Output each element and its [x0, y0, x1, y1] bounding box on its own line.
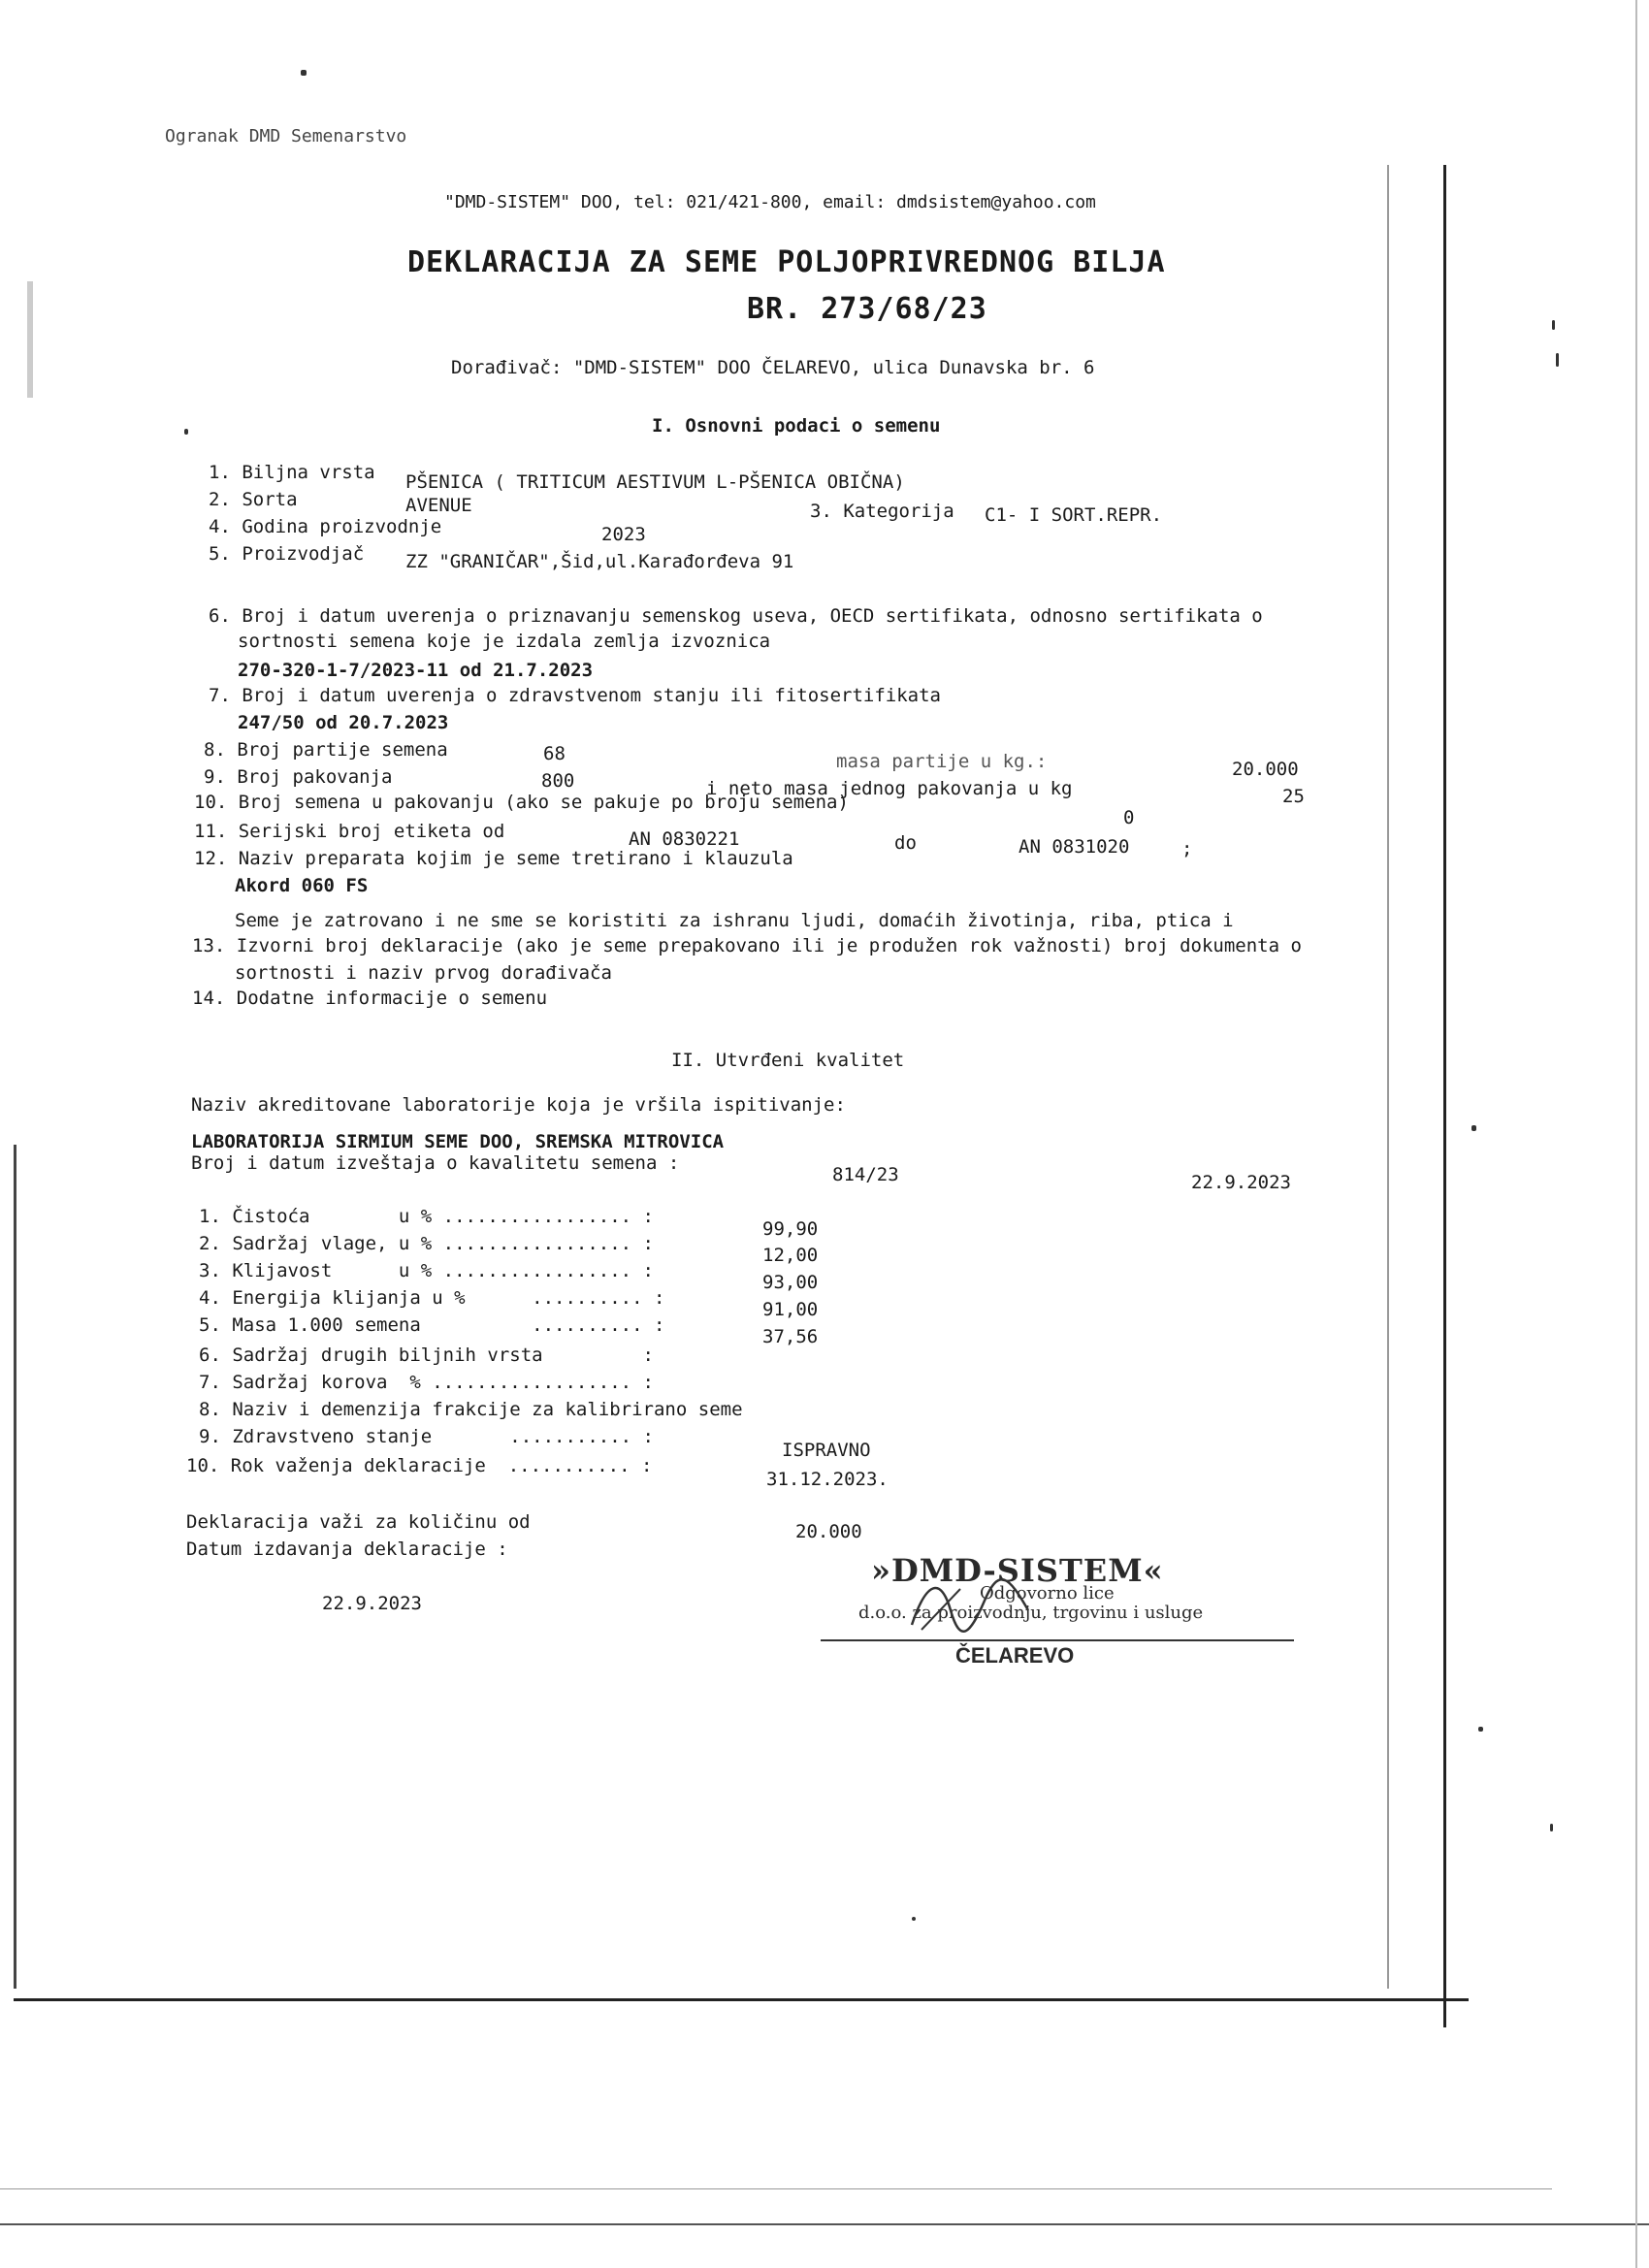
- item10-label: 10. Broj semena u pakovanju (ako se pakuje po broju semena): [194, 792, 849, 813]
- quality-row-3-label: 3. Klijavost u % ................. :: [199, 1260, 654, 1281]
- item12-label: 12. Naziv preparata kojim je seme tretirano i klauzula: [194, 848, 793, 869]
- item8-value: 68: [543, 743, 566, 764]
- scan-right-border: [1443, 165, 1446, 2027]
- speck: [1552, 320, 1555, 330]
- item13-line1: 13. Izvorni broj deklaracije (ako je seme prepakovano ili je produžen rok važnosti) broj dokumenta o: [192, 935, 1302, 956]
- item11-label: 11. Serijski broj etiketa od: [194, 821, 505, 842]
- item9-value: 800: [541, 770, 575, 792]
- item1-label: 1. Biljna vrsta: [209, 462, 375, 483]
- item6-label-line2: sortnosti semena koje je izdala zemlja izvoznica: [238, 631, 771, 652]
- speck: [184, 429, 188, 435]
- scan-left-border: [14, 1145, 16, 1989]
- item9-label: 9. Broj pakovanja: [204, 766, 393, 788]
- valid-label: Deklaracija važi za količinu od: [186, 1511, 531, 1533]
- item12-warning: Seme je zatrovano i ne sme se koristiti za ishranu ljudi, domaćih životinja, riba, ptica i: [235, 910, 1234, 931]
- stamp-company-type: d.o.o. za proizvodnju, trgovinu i usluge: [858, 1603, 1204, 1623]
- quality-row-5-label: 5. Masa 1.000 semena .......... :: [199, 1314, 665, 1336]
- quality-row-6-label: 6. Sadržaj drugih biljnih vrsta :: [199, 1345, 654, 1366]
- stamp-company-name: »DMD-SISTEM«: [871, 1552, 1164, 1589]
- item9-net-label: i neto masa jednog pakovanja u kg: [706, 778, 1073, 799]
- item7-value: 247/50 od 20.7.2023: [238, 712, 449, 733]
- item3-label: 3. Kategorija: [810, 501, 954, 522]
- item11-from: AN 0830221: [629, 828, 740, 850]
- item2-value: AVENUE: [405, 495, 472, 516]
- quality-row-5-value: 37,56: [762, 1326, 819, 1347]
- quality-row-2-label: 2. Sadržaj vlage, u % ................. :: [199, 1233, 654, 1254]
- scan-right-edge: [1635, 0, 1637, 2268]
- item7-label: 7. Broj i datum uverenja o zdravstvenom stanju ili fitosertifikata: [209, 685, 941, 706]
- item5-label: 5. Proizvodjač: [209, 543, 365, 565]
- quality-row-10-value: 31.12.2023.: [766, 1469, 889, 1490]
- item3-value: C1- I SORT.REPR.: [985, 504, 1163, 526]
- item13-line2: sortnosti i naziv prvog dorađivača: [235, 962, 612, 984]
- item14: 14. Dodatne informacije o semenu: [192, 988, 548, 1009]
- quality-row-7-label: 7. Sadržaj korova % .................. :: [199, 1372, 654, 1393]
- issue-date: 22.9.2023: [322, 1593, 422, 1614]
- signature-line: [821, 1639, 1294, 1641]
- report-date: 22.9.2023: [1191, 1172, 1291, 1193]
- signature-scribble: [902, 1571, 1038, 1639]
- item2-label: 2. Sorta: [209, 489, 298, 510]
- quality-row-1-value: 99,90: [762, 1218, 819, 1240]
- item8-label: 8. Broj partije semena: [204, 739, 448, 761]
- quality-row-8-label: 8. Naziv i demenzija frakcije za kalibrirano seme: [199, 1399, 743, 1420]
- quality-row-1-label: 1. Čistoća u % ................. :: [199, 1206, 654, 1227]
- declaration-number: BR. 273/68/23: [747, 292, 987, 326]
- scan-bottom-border: [14, 1998, 1469, 2001]
- quality-row-3-value: 93,00: [762, 1272, 819, 1293]
- item6-value: 270-320-1-7/2023-11 od 21.7.2023: [238, 660, 594, 681]
- quality-row-9-label: 9. Zdravstveno stanje ........... :: [199, 1426, 654, 1447]
- item4-value: 2023: [601, 524, 646, 545]
- item8-mass-value: 20.000: [1232, 759, 1299, 780]
- item6-label-line1: 6. Broj i datum uverenja o priznavanju semenskog useva, OECD sertifikata, odnosno sertifikata o: [209, 605, 1263, 627]
- document-title: DEKLARACIJA ZA SEME POLJOPRIVREDNOG BILJA: [407, 245, 1166, 279]
- item1-value: PŠENICA ( TRITICUM AESTIVUM L-PŠENICA OBIČNA): [405, 471, 905, 493]
- item11-to: AN 0831020: [1018, 836, 1130, 858]
- report-number: 814/23: [832, 1164, 899, 1185]
- item11-to-label: do: [894, 832, 917, 854]
- item11-separator: ;: [1181, 838, 1193, 859]
- branch-line: Ogranak DMD Semenarstvo: [165, 126, 407, 146]
- valid-value: 20.000: [795, 1521, 862, 1542]
- quality-row-10-label: 10. Rok važenja deklaracije ........... :: [186, 1455, 653, 1476]
- item5-value: ZZ "GRANIČAR",Šid,ul.Karađorđeva 91: [405, 551, 794, 572]
- processor-line: Dorađivač: "DMD-SISTEM" DOO ČELAREVO, ulica Dunavska br. 6: [451, 357, 1095, 378]
- scan-bottom-line-2: [0, 2188, 1552, 2189]
- quality-row-4-value: 91,00: [762, 1299, 819, 1320]
- speck: [912, 1917, 916, 1921]
- quality-row-2-value: 12,00: [762, 1245, 819, 1266]
- signature-caption: Odgovorno lice: [980, 1583, 1115, 1604]
- speck: [301, 70, 307, 76]
- section2-heading: II. Utvrđeni kvalitet: [671, 1050, 905, 1071]
- speck: [1550, 1824, 1553, 1831]
- scan-right-border-inner: [1387, 165, 1389, 1989]
- scan-left-shadow: [27, 281, 33, 398]
- item12-value: Akord 060 FS: [235, 875, 369, 896]
- stamp-city: ČELAREVO: [955, 1643, 1075, 1668]
- scan-bottom-line: [0, 2223, 1649, 2225]
- speck: [1478, 1727, 1483, 1732]
- speck: [1556, 353, 1559, 367]
- section1-heading: I. Osnovni podaci o semenu: [652, 415, 941, 437]
- speck: [1471, 1125, 1476, 1131]
- item10-value: 0: [1123, 807, 1135, 828]
- issue-label: Datum izdavanja deklaracije :: [186, 1539, 508, 1560]
- company-line: "DMD-SISTEM" DOO, tel: 021/421-800, email: dmdsistem@yahoo.com: [444, 192, 1096, 212]
- item8-mass-label: masa partije u kg.:: [836, 751, 1048, 772]
- report-label: Broj i datum izveštaja o kavalitetu semena :: [191, 1152, 680, 1174]
- quality-row-4-label: 4. Energija klijanja u % .......... :: [199, 1287, 665, 1309]
- lab-value: LABORATORIJA SIRMIUM SEME DOO, SREMSKA MITROVICA: [191, 1131, 725, 1152]
- item4-label: 4. Godina proizvodnje: [209, 516, 442, 537]
- lab-label: Naziv akreditovane laboratorije koja je vršila ispitivanje:: [191, 1094, 846, 1116]
- item9-net-value: 25: [1282, 786, 1305, 807]
- quality-row-9-value: ISPRAVNO: [782, 1440, 871, 1461]
